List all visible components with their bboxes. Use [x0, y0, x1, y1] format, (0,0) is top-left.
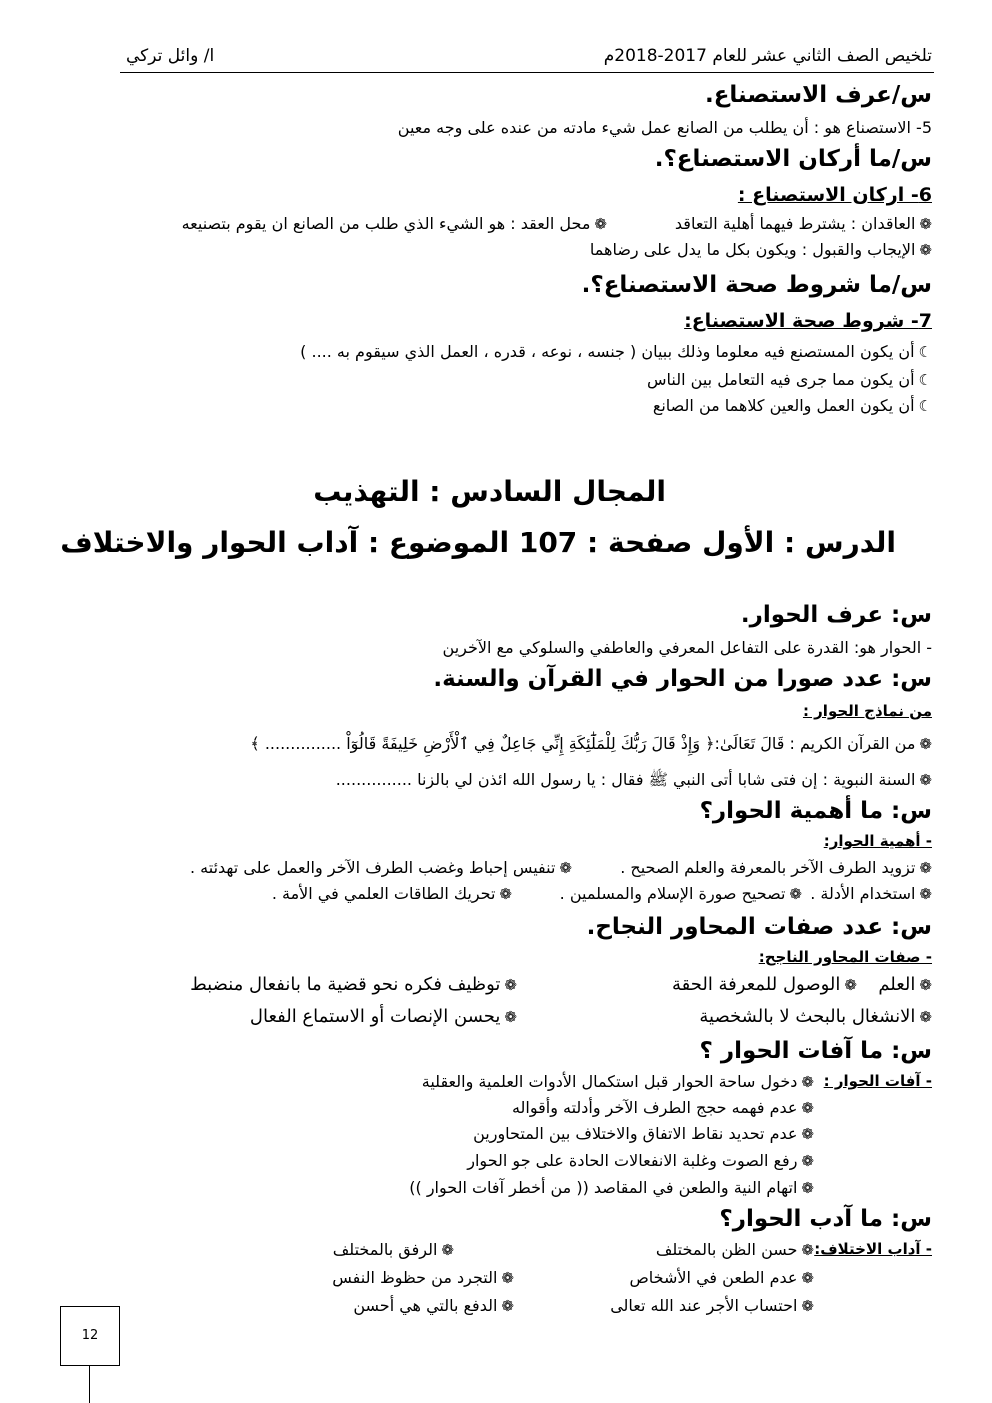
flower-icon: ❁ — [919, 976, 932, 994]
question-dialogue-etiquette: س: ما آدب الحوار؟ — [719, 1206, 932, 1232]
flower-icon: ❁ — [801, 1125, 814, 1143]
field-heading: المجال السادس : التهذيب — [313, 475, 666, 508]
pillar-item-1: ❁العاقدان : يشترط فيهما أهلية التعاقد — [674, 214, 932, 233]
flower-icon: ❁ — [594, 215, 607, 233]
flower-icon: ❁ — [801, 1241, 814, 1259]
importance-title: - أهمية الحوار: — [823, 832, 932, 850]
pillars-title: 6- اركان الاستصناع : — [737, 184, 932, 206]
pillar-item-2: ❁محل العقد : هو الشيء الذي طلب من الصانع ان يقوم بتصنيعه — [181, 214, 607, 233]
etiquette-item-1: ❁حسن الظن بالمختلف — [655, 1240, 814, 1259]
flower-icon: ❁ — [801, 1152, 814, 1170]
condition-item-1: ☾أن يكون المستصنع فيه معلوما وذلك ببيان ( جنسه ، نوعه ، قدره ، العمل الذي سيقوم به .... ) — [300, 342, 932, 361]
importance-item-3: ❁استخدام الأدلة . — [810, 884, 932, 903]
flower-icon: ❁ — [801, 1179, 814, 1197]
condition-item-2: ☾أن يكون مما جرى فيه التعامل بين الناس — [647, 370, 932, 389]
etiquette-title: - آداب الاختلاف: — [814, 1240, 932, 1258]
flower-icon: ❁ — [919, 735, 932, 753]
flower-icon: ❁ — [801, 1269, 814, 1287]
pitfall-item-5: ❁اتهام النية والطعن في المقاصد (( من أخطر آفات الحوار )) — [409, 1178, 814, 1197]
importance-item-4: ❁تصحيح صورة الإسلام والمسلمين . — [559, 884, 802, 903]
pitfall-item-2: ❁عدم فهمه حجج الطرف الآخر وأدلته وأقواله — [511, 1098, 814, 1117]
flower-icon: ❁ — [801, 1297, 814, 1315]
flower-icon: ❁ — [499, 885, 512, 903]
traits-title: - صفات المحاور الناجح: — [758, 948, 932, 966]
flower-icon: ❁ — [441, 1241, 454, 1259]
example-quran: ❁من القرآن الكريم : قَالَ تَعَالَىٰ:﴿ وَإِذْ قَالَ رَبُّكَ لِلْمَلَٰٓئِكَةِ إِنِّي جَاعِلٌ فِي ٱلْأَرْضِ خَلِيفَةً قَالُوٓاْ ............... ﴾ — [250, 734, 932, 753]
question-dialogue-examples: س: عدد صورا من الحوار في القرآن والسنة. — [433, 666, 932, 692]
trait-item-4: ❁الانشغال بالبحث لا بالشخصية — [699, 1006, 932, 1027]
header-title: تلخيص الصف الثاني عشر للعام 2017-2018م — [603, 46, 932, 66]
examples-title: من نماذج الحوار : — [802, 702, 932, 720]
importance-item-5: ❁تحريك الطاقات العلمي في الأمة . — [271, 884, 512, 903]
etiquette-item-3: ❁عدم الطعن في الأشخاص — [629, 1268, 814, 1287]
pitfall-item-4: ❁رفع الصوت وغلبة الانفعالات الحادة على جو الحوار — [467, 1151, 814, 1170]
istisna-definition: 5- الاستصناع هو : أن يطلب من الصانع عمل شيء مادته من عنده على وجه معين — [397, 118, 932, 137]
flower-icon: ❁ — [789, 885, 802, 903]
crescent-icon: ☾ — [918, 397, 932, 415]
flower-icon: ❁ — [919, 1008, 932, 1026]
condition-item-3: ☾أن يكون العمل والعين كلاهما من الصانع — [652, 396, 932, 415]
question-successful-debater-traits: س: عدد صفات المحاور النجاح. — [586, 914, 932, 940]
trait-item-1: ❁العلم — [878, 974, 932, 995]
question-istisna-pillars: س/ما أركان الاستصناع؟. — [654, 146, 932, 172]
flower-icon: ❁ — [801, 1099, 814, 1117]
question-dialogue-importance: س: ما أهمية الحوار؟ — [699, 798, 932, 824]
flower-icon: ❁ — [919, 859, 932, 877]
trait-item-2: ❁الوصول للمعرفة الحقة — [671, 974, 857, 995]
flower-icon: ❁ — [801, 1073, 814, 1091]
flower-icon: ❁ — [844, 976, 857, 994]
etiquette-item-6: ❁الدفع بالتي هي أحسن — [353, 1296, 514, 1315]
flower-icon: ❁ — [919, 241, 932, 259]
question-define-dialogue: س: عرف الحوار. — [740, 602, 932, 628]
flower-icon: ❁ — [559, 859, 572, 877]
crescent-icon: ☾ — [918, 343, 932, 361]
question-dialogue-pitfalls: س: ما آفات الحوار ؟ — [699, 1038, 932, 1064]
page-number: 12 — [81, 1328, 99, 1343]
page-box-stem — [89, 1365, 90, 1403]
flower-icon: ❁ — [919, 771, 932, 789]
question-istisna-conditions: س/ما شروط صحة الاستصناع؟. — [581, 272, 932, 298]
flower-icon: ❁ — [504, 976, 517, 994]
pitfalls-title: - آفات الحوار : — [823, 1072, 932, 1090]
question-define-istisna: س/عرف الاستصناع. — [704, 82, 932, 108]
page-number-box — [60, 1306, 120, 1366]
etiquette-item-4: ❁التجرد من حظوظ النفس — [332, 1268, 514, 1287]
example-sunnah: ❁السنة النبوية : إن فتى شابا أتى النبي ﷺ فقال : يا رسول الله ائذن لي بالزنا ............... — [335, 770, 932, 789]
header-author: ا/ وائل تركي — [126, 46, 215, 66]
trait-item-5: ❁يحسن الإنصات أو الاستماع الفعال — [249, 1006, 517, 1027]
pillar-item-3: ❁الإيجاب والقبول : ويكون بكل ما يدل على رضاهما — [589, 240, 932, 259]
flower-icon: ❁ — [919, 885, 932, 903]
pitfall-item-3: ❁عدم تحديد نقاط الاتفاق والاختلاف بين المتحاورين — [473, 1124, 814, 1143]
flower-icon: ❁ — [504, 1008, 517, 1026]
etiquette-item-5: ❁احتساب الأجر عند الله تعالى — [610, 1296, 814, 1315]
flower-icon: ❁ — [501, 1269, 514, 1287]
conditions-title: 7- شروط صحة الاستصناع: — [684, 310, 932, 332]
flower-icon: ❁ — [501, 1297, 514, 1315]
crescent-icon: ☾ — [918, 371, 932, 389]
lesson-heading: الدرس : الأول صفحة : 107 الموضوع : آداب الحوار والاختلاف — [60, 526, 896, 559]
flower-icon: ❁ — [919, 215, 932, 233]
importance-item-1: ❁تزويد الطرف الآخر بالمعرفة والعلم الصحيح . — [620, 858, 932, 877]
dialogue-definition: - الحوار هو: القدرة على التفاعل المعرفي والعاطفي والسلوكي مع الآخرين — [442, 638, 932, 657]
trait-item-3: ❁توظيف فكره نحو قضية ما بانفعال منضبط — [190, 974, 517, 995]
header-rule — [120, 72, 934, 73]
importance-item-2: ❁تنفيس إحباط وغضب الطرف الآخر والعمل على تهدئته . — [189, 858, 572, 877]
pitfall-item-1: ❁دخول ساحة الحوار قبل استكمال الأدوات العلمية والعقلية — [421, 1072, 814, 1091]
etiquette-item-2: ❁الرفق بالمختلف — [332, 1240, 454, 1259]
